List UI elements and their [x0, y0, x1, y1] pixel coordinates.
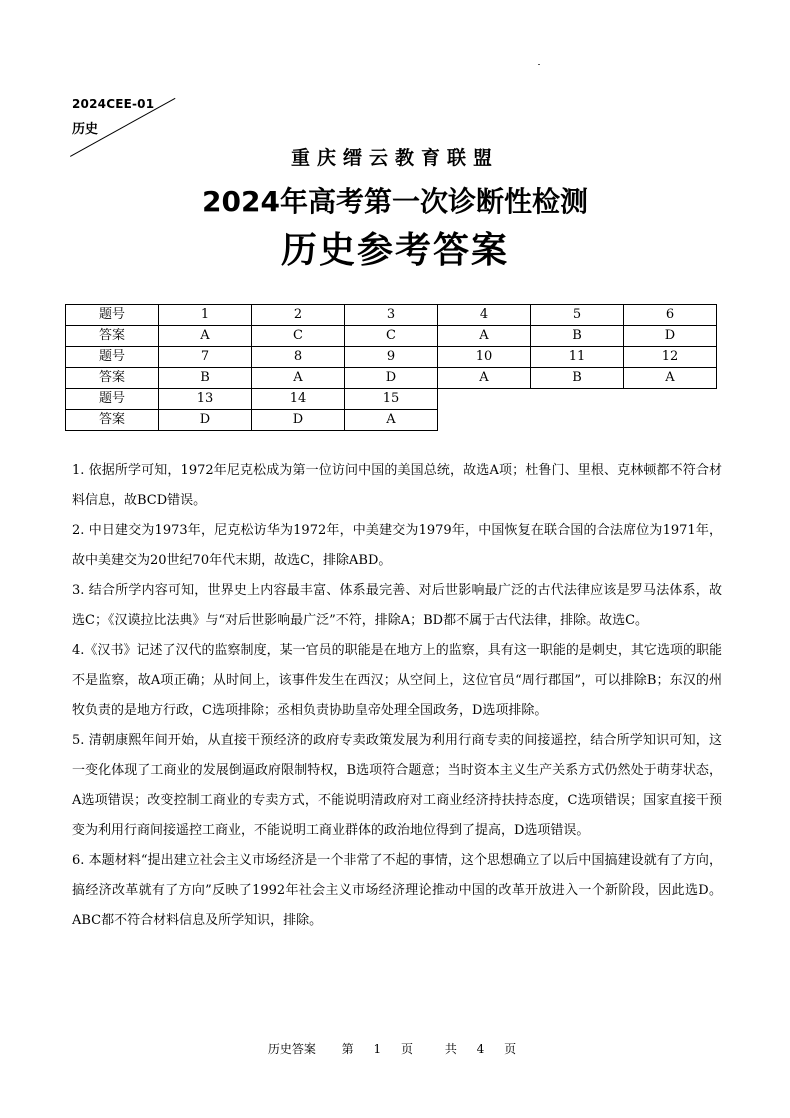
question-number-cell: 7: [159, 347, 252, 368]
exam-title: 2024年高考第一次诊断性检测: [202, 185, 588, 218]
empty-cell: [438, 389, 531, 410]
empty-cell: [624, 389, 717, 410]
question-number-cell: 9: [345, 347, 438, 368]
scan-dot: [538, 64, 540, 65]
question-number-cell: 6: [624, 305, 717, 326]
answer-cell: C: [252, 326, 345, 347]
answer-cell: D: [252, 410, 345, 431]
empty-cell: [531, 389, 624, 410]
explanation-paragraph: 6. 本题材料“提出建立社会主义市场经济是一个非常了不起的事情，这个思想确立了以后中国搞建设就有了方向，搞经济改革就有了方向”反映了1992年社会主义市场经济理论推动中国的改革开放进入一个新阶段，因此选D。ABC都不符合材料信息及所学知识，排除。: [72, 853, 722, 928]
answer-row: [66, 368, 717, 389]
document-code: 2024CEE-01: [72, 97, 155, 111]
answer-cell: B: [531, 326, 624, 347]
empty-cell: [438, 410, 531, 431]
answer-cell: A: [624, 368, 717, 389]
question-number-cell: 2: [252, 305, 345, 326]
question-number-cell: 4: [438, 305, 531, 326]
answer-cell: A: [438, 368, 531, 389]
answer-cell: A: [438, 326, 531, 347]
question-number-cell: 12: [624, 347, 717, 368]
answer-cell: D: [159, 410, 252, 431]
answer-cell: B: [159, 368, 252, 389]
answer-cell: C: [345, 326, 438, 347]
answer-cell: A: [345, 410, 438, 431]
total-pages: 4: [476, 1042, 485, 1056]
empty-cell: [531, 410, 624, 431]
explanation-paragraph: 2. 中日建交为1973年，尼克松访华为1972年，中美建交为1979年，中国恢复在联合国的合法席位为1971年，故中美建交为20世纪70年代末期，故选C，排除ABD。: [72, 523, 722, 568]
question-label-cell: 题号: [66, 347, 159, 368]
question-number-cell: 5: [531, 305, 624, 326]
answer-row: [66, 410, 717, 431]
question-number-row: [66, 389, 717, 410]
explanation-paragraph: 4.《汉书》记述了汉代的监察制度，某一官员的职能是在地方上的监察，具有这一职能的是刺史，其它选项的职能不是监察，故A项正确；从时间上，该事件发生在西汉；从空间上，这位官员“周行郡国”，可以排除B；东汉的州牧负责的是地方行政，C选项排除；丞相负责协助皇帝处理全国政务，D选项排除。: [72, 643, 722, 718]
footer-doc-name: 历史答案: [267, 1042, 316, 1056]
question-label-cell: 题号: [66, 389, 159, 410]
answer-cell: D: [345, 368, 438, 389]
page-footer: [0, 1040, 790, 1057]
explanation-paragraph: 3. 结合所学内容可知，世界史上内容最丰富、体系最完善、对后世影响最广泛的古代法律应该是罗马法体系，故选C；《汉谟拉比法典》与“对后世影响最广泛”不符，排除A；BD都不属于古代法律，排除。故选C。: [72, 583, 722, 628]
footer-page: 第 1 页: [341, 1042, 413, 1056]
empty-cell: [624, 410, 717, 431]
question-number-cell: 10: [438, 347, 531, 368]
answer-label-cell: 答案: [66, 368, 159, 389]
answer-table: [65, 304, 717, 431]
question-number-cell: 3: [345, 305, 438, 326]
explanations: [72, 456, 722, 936]
footer-total: 共 4 页: [444, 1042, 517, 1056]
answer-cell: B: [531, 368, 624, 389]
answer-cell: A: [159, 326, 252, 347]
question-number-cell: 15: [345, 389, 438, 410]
answer-row: [66, 326, 717, 347]
answer-label-cell: 答案: [66, 410, 159, 431]
question-number-row: [66, 305, 717, 326]
explanation-paragraph: 1. 依据所学可知，1972年尼克松成为第一位访问中国的美国总统，故选A项；杜鲁门、里根、克林顿都不符合材料信息，故BCD错误。: [72, 463, 722, 508]
explanation-paragraph: 5. 清朝康熙年间开始，从直接干预经济的政府专卖政策发展为利用行商专卖的间接遥控，结合所学知识可知，这一变化体现了工商业的发展倒逼政府限制特权，B选项符合题意；当时资本主义生产关系方式仍然处于萌芽状态，A选项错误；改变控制工商业的专卖方式，不能说明清政府对工商业经济持扶持态度，C选项错误；国家直接干预变为利用行商间接遥控工商业，不能说明工商业群体的政治地位得到了提高，D选项错误。: [72, 733, 722, 838]
question-number-cell: 13: [159, 389, 252, 410]
answer-cell: D: [624, 326, 717, 347]
answer-label-cell: 答案: [66, 326, 159, 347]
question-number-cell: 14: [252, 389, 345, 410]
answer-key-title: 历史参考答案: [280, 230, 509, 271]
question-number-row: [66, 347, 717, 368]
question-number-cell: 8: [252, 347, 345, 368]
question-label-cell: 题号: [66, 305, 159, 326]
question-number-cell: 11: [531, 347, 624, 368]
subject-label: 历史: [72, 122, 99, 137]
page-number: 1: [373, 1042, 382, 1056]
question-number-cell: 1: [159, 305, 252, 326]
answer-cell: A: [252, 368, 345, 389]
organization-title: 重庆缙云教育联盟: [290, 147, 499, 169]
